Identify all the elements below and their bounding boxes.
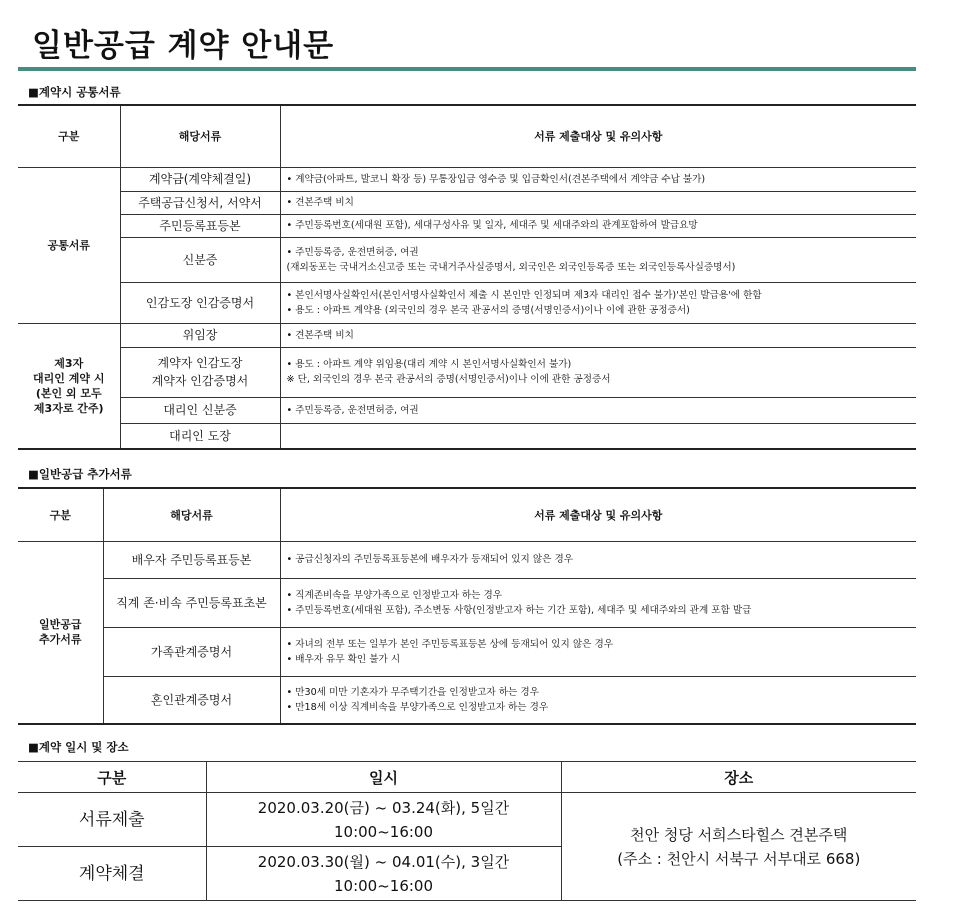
table-row [18,347,916,397]
doc-cell: 인감도장 인감증명서 [120,282,280,323]
note-line: • 용도 : 아파트 계약 위임용(대리 계약 시 본인서명사실확인서 불가) [286,359,572,370]
header-notes: 서류 제출대상 및 유의사항 [280,105,916,167]
note-line: • 배우자 유무 확인 불가 시 [286,653,401,665]
table-row [18,541,916,578]
note-line: • 견본주택 비치 [286,197,354,208]
schedule-datetime [206,793,561,847]
note-line: • 견본주택 비치 [286,329,354,341]
place-line: (주소 : 천안시 서북구 서부대로 668) [617,849,861,868]
group-line: 제3자 [54,356,84,370]
note-cell [280,347,916,397]
group-line: (본인 외 모두 [35,386,102,400]
doc-cell: 가족관계증명서 [103,627,280,676]
table-row [18,676,916,724]
additional-documents-table [18,487,916,725]
note-cell [280,578,916,627]
note-line: • 주민등록증, 운전면허증, 여권 [286,404,419,416]
group-common [18,167,120,323]
note-cell [280,167,916,191]
section1-heading: ■계약시 공통서류 [28,85,121,99]
group-additional [18,541,103,724]
header-document: 해당서류 [120,105,280,167]
section3-heading: ■계약 일시 및 장소 [28,740,129,754]
group-line: 일반공급 [38,618,82,632]
doc-cell: 주택공급신청서, 서약서 [120,191,280,214]
doc-cell: 대리인 도장 [120,423,280,449]
common-documents-table [18,104,916,450]
datetime-line: 10:00~16:00 [333,822,434,841]
doc-cell: 배우자 주민등록표등본 [103,541,280,578]
table-row [18,397,916,423]
schedule-place [561,793,916,901]
table-row [18,214,916,237]
note-line: ※ 단, 외국인의 경우 본국 관공서의 증명(서명인증서)이나 이에 관한 공정증서 [286,374,611,385]
place-line: 천안 청당 서희스타힐스 견본주택 [630,825,848,844]
doc-cell: 신분증 [120,237,280,282]
datetime-line: 10:00~16:00 [333,876,434,895]
doc-line: 계약자 인감도장 [157,356,243,370]
group-line: 제3자로 간주) [33,401,104,415]
note-line: • 본인서명사실확인서(본인서명사실확인서 제출 시 본인만 인정되며 제3자 대리인 접수 불가)'본인 발급용'에 한함 [286,289,762,301]
table-row [18,423,916,449]
group-label: 공통서류 [47,238,90,252]
header-category: 구분 [18,105,120,167]
group-line: 추가서류 [38,633,82,647]
note-line: (재외동포는 국내거소신고증 또는 국내거주사실증명서, 외국인은 외국인등록증 또는 외국인등록사실증명서) [286,261,736,273]
note-cell [280,397,916,423]
table-row [18,627,916,676]
header-category: 구분 [18,762,206,793]
group-third-party [18,323,120,449]
table-header-row [18,488,916,541]
datetime-line: 2020.03.20(금) ~ 03.24(화), 5일간 [257,798,510,817]
schedule-table [18,761,916,901]
table-row [18,793,916,847]
header-category: 구분 [18,488,103,541]
note-line: • 주민등록증, 운전면허증, 여권 [286,246,419,258]
note-line: • 만30세 미만 기혼자가 무주택기간을 인정받고자 하는 경우 [286,686,539,698]
table-row [18,282,916,323]
note-line: • 만18세 이상 직계비속을 부양가족으로 인정받고자 하는 경우 [286,701,549,713]
doc-cell: 직계 존·비속 주민등록표초본 [103,578,280,627]
table-header-row [18,762,916,793]
header-place: 장소 [561,762,916,793]
table-row [18,191,916,214]
note-line: • 공급신청자의 주민등록표등본에 배우자가 등재되어 있지 않은 경우 [286,554,573,565]
note-line: • 자녀의 전부 또는 일부가 본인 주민등록표등본 상에 등재되어 있지 않은 경우 [286,638,613,650]
table-row [18,578,916,627]
schedule-label: 계약체결 [18,847,206,901]
note-line: • 주민등록번호(세대원 포함), 세대구성사유 및 일자, 세대주 및 세대주와의 관계포함하여 발급요망 [286,220,698,231]
doc-cell: 대리인 신분증 [120,397,280,423]
schedule-label: 서류제출 [18,793,206,847]
note-cell [280,323,916,347]
doc-cell [120,347,280,397]
table-row [18,237,916,282]
note-cell [280,237,916,282]
note-cell [280,282,916,323]
table-header-row [18,105,916,167]
group-line: 대리인 계약 시 [33,371,105,385]
note-line: • 직계존비속을 부양가족으로 인정받고자 하는 경우 [286,589,503,601]
note-cell [280,214,916,237]
datetime-line: 2020.03.30(월) ~ 04.01(수), 3일간 [257,852,510,871]
title-underline [18,67,916,71]
note-cell [280,541,916,578]
note-cell [280,423,916,449]
schedule-datetime [206,847,561,901]
note-cell [280,627,916,676]
note-line: • 용도 : 아파트 계약용 (외국인의 경우 본국 관공서의 증명(서명인증서)이나 이에 관한 공정증서) [286,304,690,316]
note-line: • 주민등록번호(세대원 포함), 주소변동 사항(인정받고자 하는 기간 포함), 세대주 및 세대주와의 관계 포함 발급 [286,604,752,616]
note-cell [280,676,916,724]
header-datetime: 일시 [206,762,561,793]
page-title: 일반공급 계약 안내문 [32,28,335,64]
doc-cell: 혼인관계증명서 [103,676,280,724]
doc-cell: 위임장 [120,323,280,347]
section2-heading: ■일반공급 추가서류 [28,467,132,481]
note-cell [280,191,916,214]
note-line: • 계약금(아파트, 발코니 확장 등) 무통장입금 영수증 및 입금확인서(견본주택에서 계약금 수납 불가) [286,173,706,185]
header-notes: 서류 제출대상 및 유의사항 [280,488,916,541]
doc-cell: 계약금(계약체결일) [120,167,280,191]
header-document: 해당서류 [103,488,280,541]
doc-cell: 주민등록표등본 [120,214,280,237]
table-row [18,323,916,347]
table-row [18,167,916,191]
doc-line: 계약자 인감증명서 [151,374,249,388]
